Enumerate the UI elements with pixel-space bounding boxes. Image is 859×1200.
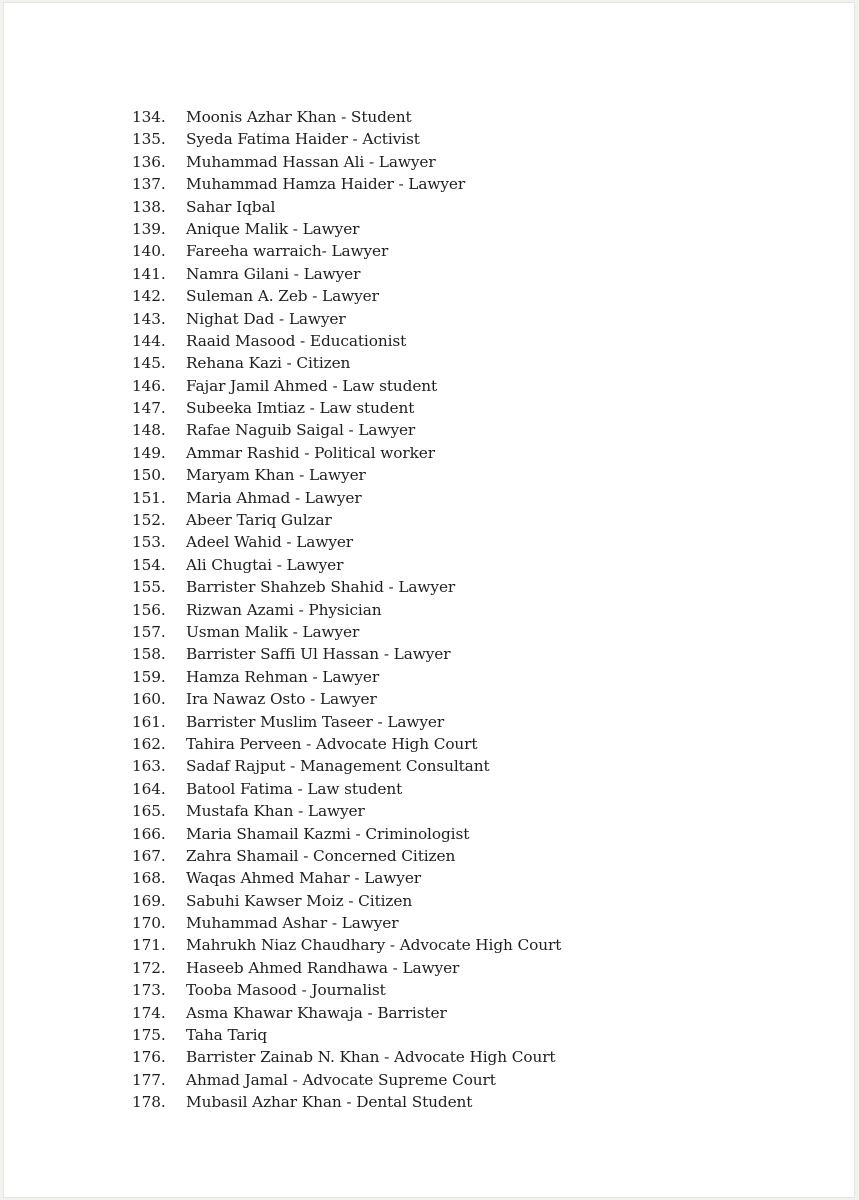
- item-text: Tahira Perveen - Advocate High Court: [186, 734, 478, 753]
- item-number: 155.: [132, 578, 166, 597]
- item-text: Nighat Dad - Lawyer: [186, 309, 346, 328]
- item-text: Muhammad Hamza Haider - Lawyer: [186, 175, 466, 194]
- item-text: Rafae Naguib Saigal - Lawyer: [186, 421, 416, 440]
- item-text: Barrister Saffi Ul Hassan - Lawyer: [186, 645, 451, 664]
- item-text: Sabuhi Kawser Moiz - Citizen: [186, 891, 413, 910]
- item-number: 149.: [132, 443, 166, 462]
- list-item: [132, 554, 561, 576]
- item-text: Syeda Fatima Haider - Activist: [186, 130, 420, 149]
- list-item: [132, 912, 561, 934]
- item-number: 162.: [132, 734, 166, 753]
- list-item: [132, 733, 561, 755]
- item-number: 166.: [132, 824, 166, 843]
- list-item: [132, 375, 561, 397]
- item-text: Zahra Shamail - Concerned Citizen: [186, 846, 456, 865]
- list-item: [132, 1069, 561, 1091]
- list-item: [132, 845, 561, 867]
- item-text: Waqas Ahmed Mahar - Lawyer: [186, 869, 421, 888]
- item-text: Suleman A. Zeb - Lawyer: [186, 287, 379, 306]
- item-number: 174.: [132, 1003, 166, 1022]
- item-text: Sadaf Rajput - Management Consultant: [186, 757, 490, 776]
- item-text: Fareeha warraich- Lawyer: [186, 242, 389, 261]
- item-number: 173.: [132, 981, 166, 1000]
- item-text: Barrister Shahzeb Shahid - Lawyer: [186, 578, 456, 597]
- item-number: 151.: [132, 488, 166, 507]
- item-number: 154.: [132, 555, 166, 574]
- item-number: 138.: [132, 197, 166, 216]
- item-text: Mubasil Azhar Khan - Dental Student: [186, 1093, 473, 1112]
- item-number: 137.: [132, 175, 166, 194]
- item-text: Adeel Wahid - Lawyer: [186, 533, 354, 552]
- item-number: 147.: [132, 399, 166, 418]
- item-number: 152.: [132, 511, 166, 530]
- item-number: 163.: [132, 757, 166, 776]
- list-item: [132, 128, 561, 150]
- item-number: 171.: [132, 936, 166, 955]
- list-item: [132, 240, 561, 262]
- list-item: [132, 1091, 561, 1113]
- list-item: [132, 151, 561, 173]
- item-number: 168.: [132, 869, 166, 888]
- item-text: Ahmad Jamal - Advocate Supreme Court: [186, 1070, 496, 1089]
- item-text: Ira Nawaz Osto - Lawyer: [186, 690, 377, 709]
- item-number: 164.: [132, 779, 166, 798]
- list-item: [132, 979, 561, 1001]
- list-item: [132, 643, 561, 665]
- item-text: Ammar Rashid - Political worker: [186, 443, 435, 462]
- item-text: Subeeka Imtiaz - Law student: [186, 399, 415, 418]
- item-text: Moonis Azhar Khan - Student: [186, 108, 412, 126]
- list-item: [132, 196, 561, 218]
- item-text: Tooba Masood - Journalist: [186, 981, 386, 1000]
- list-item: [132, 867, 561, 889]
- item-number: 177.: [132, 1070, 166, 1089]
- item-text: Asma Khawar Khawaja - Barrister: [186, 1003, 447, 1022]
- item-text: Fajar Jamil Ahmed - Law student: [186, 376, 438, 395]
- list-item: [132, 666, 561, 688]
- list-item: [132, 330, 561, 352]
- list-item: [132, 890, 561, 912]
- list-item: [132, 755, 561, 777]
- item-number: 169.: [132, 891, 166, 910]
- item-number: 178.: [132, 1093, 166, 1112]
- item-text: Anique Malik - Lawyer: [186, 219, 360, 238]
- item-text: Taha Tariq: [186, 1026, 268, 1045]
- item-number: 153.: [132, 533, 166, 552]
- item-text: Ali Chugtai - Lawyer: [186, 555, 344, 574]
- item-text: Abeer Tariq Gulzar: [186, 511, 332, 530]
- item-text: Barrister Zainab N. Khan - Advocate High Court: [186, 1048, 556, 1067]
- item-number: 158.: [132, 645, 166, 664]
- item-number: 160.: [132, 690, 166, 709]
- list-item: [132, 957, 561, 979]
- item-text: Maria Ahmad - Lawyer: [186, 488, 362, 507]
- list-item: [132, 509, 561, 531]
- item-text: Rehana Kazi - Citizen: [186, 354, 351, 373]
- list-item: [132, 487, 561, 509]
- item-text: Rizwan Azami - Physician: [186, 600, 382, 619]
- list-item: [132, 397, 561, 419]
- list-item: [132, 934, 561, 956]
- list-item: [132, 106, 561, 128]
- list-item: [132, 531, 561, 553]
- list-item: [132, 218, 561, 240]
- item-number: 142.: [132, 287, 166, 306]
- item-number: 148.: [132, 421, 166, 440]
- item-text: Batool Fatima - Law student: [186, 779, 403, 798]
- list-item: [132, 464, 561, 486]
- item-number: 161.: [132, 712, 166, 731]
- item-number: 140.: [132, 242, 166, 261]
- item-number: 134.: [132, 108, 166, 126]
- item-number: 136.: [132, 152, 166, 171]
- list-item: [132, 599, 561, 621]
- list-item: [132, 576, 561, 598]
- item-text: Muhammad Hassan Ali - Lawyer: [186, 152, 436, 171]
- item-text: Barrister Muslim Taseer - Lawyer: [186, 712, 445, 731]
- document-page: [3, 2, 855, 1198]
- list-item: [132, 621, 561, 643]
- list-item: [132, 1046, 561, 1068]
- item-text: Sahar Iqbal: [186, 197, 276, 216]
- item-text: Raaid Masood - Educationist: [186, 331, 407, 350]
- item-number: 144.: [132, 331, 166, 350]
- item-text: Namra Gilani - Lawyer: [186, 264, 361, 283]
- item-text: Maria Shamail Kazmi - Criminologist: [186, 824, 470, 843]
- list-item: [132, 263, 561, 285]
- signatory-list: [132, 106, 561, 1114]
- list-item: [132, 442, 561, 464]
- item-number: 165.: [132, 802, 166, 821]
- item-text: Mustafa Khan - Lawyer: [186, 802, 365, 821]
- item-number: 176.: [132, 1048, 166, 1067]
- item-number: 145.: [132, 354, 166, 373]
- list-item: [132, 688, 561, 710]
- item-text: Usman Malik - Lawyer: [186, 622, 360, 641]
- item-text: Haseeb Ahmed Randhawa - Lawyer: [186, 958, 460, 977]
- list-item: [132, 778, 561, 800]
- item-number: 146.: [132, 376, 166, 395]
- item-text: Hamza Rehman - Lawyer: [186, 667, 380, 686]
- list-item: [132, 800, 561, 822]
- list-item: [132, 308, 561, 330]
- item-text: Maryam Khan - Lawyer: [186, 466, 366, 485]
- item-number: 135.: [132, 130, 166, 149]
- item-text: Muhammad Ashar - Lawyer: [186, 914, 399, 933]
- list-item: [132, 173, 561, 195]
- item-number: 175.: [132, 1026, 166, 1045]
- list-item: [132, 1024, 561, 1046]
- item-number: 167.: [132, 846, 166, 865]
- item-number: 170.: [132, 914, 166, 933]
- item-number: 143.: [132, 309, 166, 328]
- item-number: 141.: [132, 264, 166, 283]
- list-item: [132, 352, 561, 374]
- item-text: Mahrukh Niaz Chaudhary - Advocate High Court: [186, 936, 562, 955]
- list-item: [132, 1002, 561, 1024]
- item-number: 157.: [132, 622, 166, 641]
- list-item: [132, 711, 561, 733]
- item-number: 172.: [132, 958, 166, 977]
- item-number: 156.: [132, 600, 166, 619]
- list-item: [132, 823, 561, 845]
- item-number: 159.: [132, 667, 166, 686]
- list-item: [132, 285, 561, 307]
- item-number: 139.: [132, 219, 166, 238]
- item-number: 150.: [132, 466, 166, 485]
- list-item: [132, 419, 561, 441]
